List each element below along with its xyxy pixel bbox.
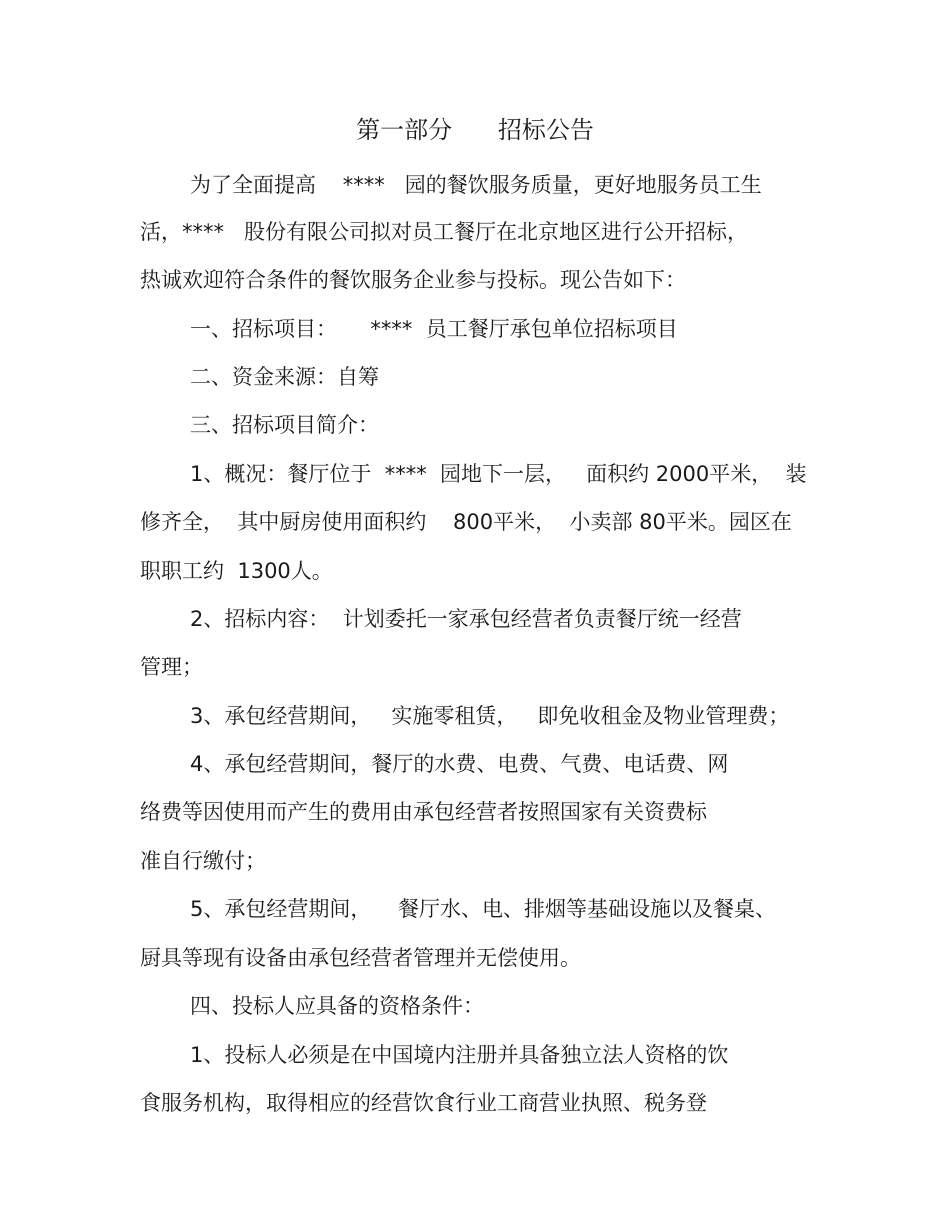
document-title: 第一部分 招标公告 xyxy=(356,116,594,144)
paragraph-line: 二、资金来源：自筹 xyxy=(190,365,379,389)
paragraph-line: 三、招标项目简介： xyxy=(190,413,379,437)
paragraph-line: 络费等因使用而产生的费用由承包经营者按照国家有关资费标 xyxy=(140,800,707,824)
paragraph-line: 1、投标人必须是在中国境内注册并具备独立法人资格的饮 xyxy=(190,1043,729,1067)
paragraph-line: 5、承包经营期间， 餐厅水、电、排烟等基础设施以及餐桌、 xyxy=(190,897,777,921)
paragraph-line: 活，**** 股份有限公司拟对员工餐厅在北京地区进行公开招标， xyxy=(140,220,749,244)
paragraph-line: 为了全面提高 **** 园的餐饮服务质量，更好地服务员工生 xyxy=(190,173,762,197)
paragraph-line: 一、招标项目： **** 员工餐厅承包单位招标项目 xyxy=(190,317,678,341)
paragraph-line: 厨具等现有设备由承包经营者管理并无偿使用。 xyxy=(140,946,581,970)
paragraph-line: 1、概况：餐厅位于 **** 园地下一层， 面积约 2000平米， 装 xyxy=(190,462,807,486)
paragraph-line: 准自行缴付； xyxy=(140,849,266,873)
paragraph-line: 食服务机构，取得相应的经营饮食行业工商营业执照、税务登 xyxy=(140,1091,707,1115)
paragraph-line: 热诚欢迎符合条件的餐饮服务企业参与投标。现公告如下： xyxy=(140,268,686,292)
paragraph-line: 管理； xyxy=(140,655,203,679)
paragraph-line: 3、承包经营期间， 实施零租赁， 即免收租金及物业管理费； xyxy=(190,704,790,728)
paragraph-line: 四、投标人应具备的资格条件： xyxy=(190,994,484,1018)
paragraph-line: 职职工约 1300人。 xyxy=(140,559,333,583)
paragraph-line: 修齐全， 其中厨房使用面积约 800平米， 小卖部 80平米。园区在 xyxy=(140,510,792,534)
paragraph-line: 2、招标内容： 计划委托一家承包经营者负责餐厅统一经营 xyxy=(190,607,742,631)
paragraph-line: 4、承包经营期间，餐厅的水费、电费、气费、电话费、网 xyxy=(190,752,729,776)
